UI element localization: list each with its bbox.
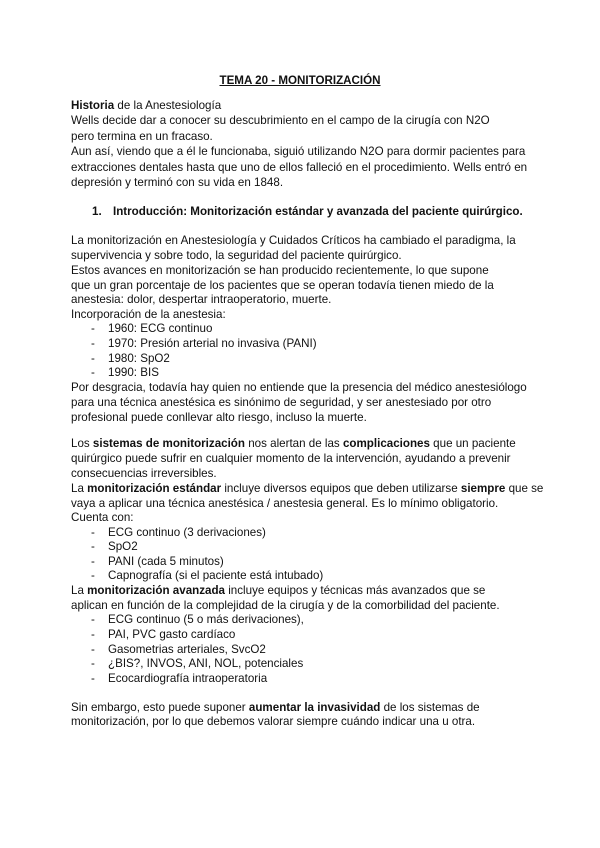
paragraph-line [71,293,331,307]
text-run: quirúrgico puede sufrir en cualquier momento de la intervención, ayudando a prevenir [71,452,511,465]
heading-number: 1. [92,205,102,218]
text-run: PAI, PVC gasto cardíaco [108,628,236,641]
text-run: 1990: BIS [108,366,159,379]
text-run: pero termina en un fracaso. [71,130,213,143]
text-run: 1980: SpO2 [108,352,170,365]
list-item [91,555,224,569]
list-item [91,657,304,671]
text-run: ECG continuo (3 derivaciones) [108,526,266,539]
bold-text: siempre [460,482,506,495]
text-run: 1970: Presión arterial no invasiva (PANI) [108,337,317,350]
list-item [91,322,213,336]
text-run: ¿BIS?, INVOS, ANI, NOL, potenciales [108,657,304,670]
list-bullet: - [91,366,95,379]
paragraph-line [71,599,500,613]
list-item [91,569,324,583]
text-run: de la Anestesiología [114,99,222,112]
bold-text: sistemas de monitorización [92,437,245,450]
text-run: La [71,584,88,597]
text-run: incluye equipos y técnicas más avanzados que se [225,584,486,597]
paragraph-line [71,234,516,248]
paragraph-line [71,176,283,190]
text-run: ECG continuo (5 o más derivaciones), [108,613,304,626]
paragraph-line [71,715,475,729]
paragraph-line [71,482,543,496]
bold-text: monitorización avanzada [87,584,225,597]
text-run: SpO2 [108,540,138,553]
paragraph-line [71,452,511,466]
paragraph-line [71,467,217,481]
paragraph-line [71,497,498,511]
text-run: que un gran porcentaje de los pacientes que se operan todavía tienen miedo de la [71,279,494,292]
text-run: Wells decide dar a conocer su descubrimiento en el campo de la cirugía con N2O [71,114,490,127]
bold-text: Historia [71,99,115,112]
list-bullet: - [91,540,95,553]
text-run: Ecocardiografía intraoperatoria [108,672,268,685]
list-bullet: - [91,555,95,568]
paragraph-line [71,396,491,410]
text-run: Incorporación de la anestesia: [71,308,226,321]
text-run: vaya a aplicar una técnica anestésica / anestesia general. Es lo mínimo obligatorio. [71,497,499,510]
text-run: Cuenta con: [71,511,134,524]
text-run: Capnografía (si el paciente está intubado) [108,569,324,582]
text-run: nos alertan de las [244,437,343,450]
list-item [91,526,266,540]
text-run: aplican en función de la complejidad de la cirugía y de la comorbilidad del paciente. [71,599,500,612]
paragraph-line [71,249,402,263]
text-run: que un paciente [429,437,516,450]
paragraph-line [71,584,485,598]
paragraph-line [71,114,490,128]
bold-text: Introducción: Monitorización estándar y avanzada del paciente quirúrgico. [113,205,523,218]
bold-text: aumentar la invasividad [248,701,381,714]
list-bullet: - [91,526,95,539]
text-run: supervivencia y sobre todo, la seguridad del paciente quirúrgico. [71,249,402,262]
paragraph-line [71,161,527,175]
text-run: Sin embargo, esto puede suponer [71,701,249,714]
list-bullet: - [91,672,95,685]
list-item [91,643,266,657]
text-run: de los sistemas de [380,701,480,714]
text-run: Gasometrias arteriales, SvcO2 [108,643,266,656]
text-run: La monitorización en Anestesiología y Cuidados Críticos ha cambiado el paradigma, la [71,234,516,247]
list-item [91,628,236,642]
list-item [91,540,138,554]
list-bullet: - [91,628,95,641]
text-run: Estos avances en monitorización se han producido recientemente, lo que supone [71,264,489,277]
list-bullet: - [91,352,95,365]
paragraph-line [71,145,525,159]
text-run: incluye diversos equipos que deben utilizarse [221,482,461,495]
paragraph-line [71,701,480,715]
list-bullet: - [91,569,95,582]
paragraph-line [71,130,213,144]
list-item [91,613,304,627]
list-bullet: - [91,613,95,626]
text-run: Por desgracia, todavía hay quien no entiende que la presencia del médico anestesiólogo [71,381,527,394]
paragraph-line [71,264,489,278]
text-run: extracciones dentales hasta que uno de ellos falleció en el procedimiento. Wells entró en [71,161,528,174]
list-bullet: - [91,337,95,350]
list-bullet: - [91,322,95,335]
text-run: que se [505,482,544,495]
bold-text: complicaciones [342,437,430,450]
text-run: PANI (cada 5 minutos) [108,555,224,568]
list-item [91,352,170,366]
section-heading [92,205,523,219]
text-run: depresión y terminó con su vida en 1848. [71,176,284,189]
text-run: consecuencias irreversibles. [71,467,217,480]
bold-text: monitorización estándar [87,482,222,495]
text-run: para una técnica anestésica es sinónimo de seguridad, y ser anestesiado por otro [71,396,492,409]
list-bullet: - [91,657,95,670]
paragraph-line [71,411,367,425]
text-run: La [71,482,88,495]
paragraph-line [71,437,516,451]
document-title: TEMA 20 - MONITORIZACIÓN [219,74,381,87]
paragraph-line [71,381,527,395]
text-run: monitorización, por lo que debemos valorar siempre cuándo indicar una u otra. [71,715,476,728]
list-item [91,366,159,380]
paragraph-line [71,511,134,525]
text-run: Los [71,437,93,450]
text-run: anestesia: dolor, despertar intraoperatorio, muerte. [71,293,332,306]
list-item [91,672,268,686]
paragraph-line [71,308,226,322]
text-run: Aun así, viendo que a él le funcionaba, siguió utilizando N2O para dormir pacientes para [71,145,526,158]
list-bullet: - [91,643,95,656]
paragraph-line [71,279,494,293]
paragraph-line [71,99,221,113]
text-run: 1960: ECG continuo [108,322,213,335]
list-item [91,337,317,351]
text-run: profesional puede conllevar alto riesgo, incluso la muerte. [71,411,367,424]
